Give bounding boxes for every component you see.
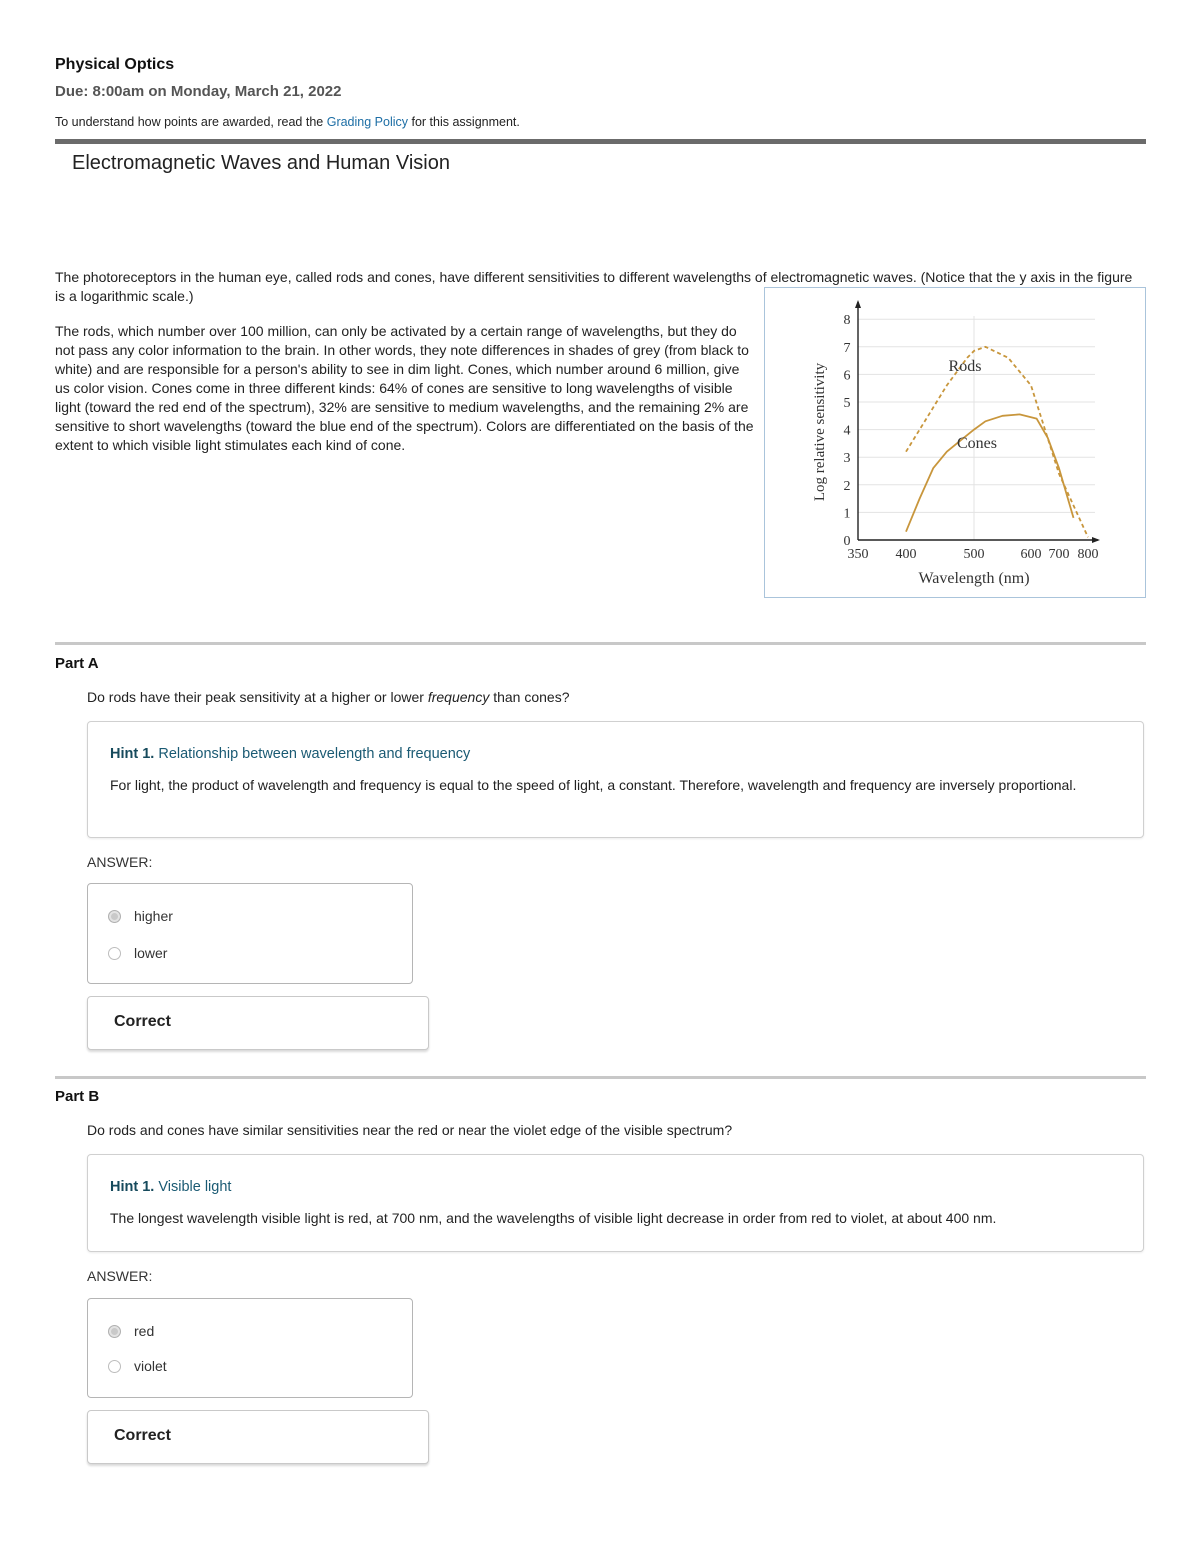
part-a-question-text-1: Do rods have their peak sensitivity at a higher or lower — [87, 689, 428, 705]
sensitivity-chart — [765, 288, 1145, 597]
radio-unselected[interactable] — [108, 1360, 121, 1373]
part-b-question: Do rods and cones have similar sensitivities near the red or near the violet edge of the visible spectrum? — [87, 1122, 733, 1138]
x-axis-label: Wavelength (nm) — [918, 570, 1030, 587]
problem-body: The rods, which number over 100 million, can only be activated by a certain range of wavelengths, but they do not pass any color information to the brain. In other words, they note differences in shades of grey (from black to white) and are responsible for a person's ability to see in dim light. Cones, which number around 6 million, give us color vision. Cones come in three different kinds: 64% of cones are sensitive to long wavelengths of visible light (toward the red end of the spectrum), 32% are sensitive to medium wavelengths, and the remaining 2% are sensitive to short wavelengths (toward the blue end of the spectrum). Colors are differentiated on the basis of the extent to which visible light stimulates each kind of cone. — [55, 323, 754, 453]
problem-title: Electromagnetic Waves and Human Vision — [72, 152, 450, 174]
part-a-label: Part A — [55, 655, 99, 672]
y-tick-label: 5 — [843, 396, 851, 411]
header-divider — [55, 139, 1146, 144]
part-b-label: Part B — [55, 1088, 100, 1105]
course-title: Physical Optics — [55, 56, 175, 73]
x-tick-label: 350 — [847, 547, 869, 562]
y-tick-label: 8 — [843, 313, 851, 329]
radio-selected[interactable] — [108, 1325, 121, 1338]
problem-intro: The photoreceptors in the human eye, called rods and cones, have different sensitivities to different wavelengths of electromagnetic waves. (Notice that the y axis in the figure is a logarithmic scale.) — [55, 269, 1133, 304]
y-axis-arrow — [855, 300, 861, 308]
part-a-hint-text: For light, the product of wavelength and frequency is equal to the speed of light, a constant. Therefore, wavelength and frequency are inversely proportional. — [110, 777, 1077, 793]
y-tick-label: 2 — [843, 478, 851, 494]
grading-policy-note — [55, 115, 520, 129]
part-a-hint-title-text: Relationship between wavelength and frequency — [158, 746, 471, 762]
part-b-hint[interactable] — [87, 1154, 1144, 1252]
part-a-choice-lower[interactable] — [108, 945, 167, 961]
part-b-choice-red[interactable] — [108, 1323, 154, 1339]
part-a-hint[interactable] — [87, 721, 1144, 838]
radio-selected[interactable] — [108, 910, 121, 923]
x-tick-label: 600 — [1020, 547, 1042, 562]
radio-unselected[interactable] — [108, 947, 121, 960]
rods-label: Rods — [948, 358, 982, 375]
part-b-answer-label: ANSWER: — [87, 1268, 153, 1284]
part-b-choice-label: violet — [134, 1358, 167, 1374]
part-b-hint-number: Hint 1. — [110, 1179, 155, 1195]
x-axis-arrow — [1092, 537, 1100, 543]
rods-curve — [906, 347, 1088, 537]
cones-label: Cones — [957, 435, 997, 452]
due-date: Due: 8:00am on Monday, March 21, 2022 — [55, 83, 342, 100]
y-tick-label: 4 — [843, 423, 851, 439]
part-a-hint-title[interactable] — [110, 746, 470, 762]
y-tick-label: 0 — [843, 534, 851, 549]
part-b-feedback-text: Correct — [114, 1427, 171, 1444]
policy-text-before: To understand how points are awarded, read the — [55, 115, 327, 129]
part-b-hint-text: The longest wavelength visible light is red, at 700 nm, and the wavelengths of visible light decrease in order from red to violet, at about 400 nm. — [110, 1210, 997, 1226]
part-a-question — [87, 689, 570, 705]
part-b-feedback — [87, 1410, 429, 1464]
x-tick-label: 700 — [1048, 547, 1070, 562]
part-a-choice-label: higher — [134, 908, 173, 924]
part-a-hint-number: Hint 1. — [110, 746, 155, 762]
y-tick-label: 7 — [843, 340, 851, 356]
part-a-question-em: frequency — [427, 689, 490, 705]
part-b-hint-title-text: Visible light — [158, 1179, 232, 1195]
part-b-choice-violet[interactable] — [108, 1358, 167, 1374]
part-b-hint-title[interactable] — [110, 1179, 231, 1195]
x-tick-label: 800 — [1077, 547, 1099, 562]
part-b-choices — [87, 1298, 413, 1398]
x-tick-label: 500 — [963, 547, 985, 562]
part-a-answer-label: ANSWER: — [87, 854, 153, 870]
y-tick-label: 1 — [843, 506, 851, 522]
part-b-divider — [55, 1076, 1146, 1079]
part-a-choice-higher[interactable] — [108, 908, 173, 924]
part-a-divider — [55, 642, 1146, 645]
part-a-feedback-text: Correct — [114, 1013, 171, 1030]
part-b-choice-label: red — [134, 1323, 155, 1339]
sensitivity-figure — [764, 287, 1146, 598]
grading-policy-link[interactable]: Grading Policy — [326, 115, 409, 129]
part-a-choices — [87, 883, 413, 984]
x-tick-label: 400 — [895, 547, 917, 562]
y-tick-label: 6 — [843, 368, 851, 384]
part-a-choice-label: lower — [134, 945, 168, 961]
part-a-question-text-2: than cones? — [489, 689, 570, 705]
y-tick-label: 3 — [843, 451, 851, 467]
cones-curve — [906, 414, 1074, 531]
part-a-feedback — [87, 996, 429, 1050]
policy-text-after: for this assignment. — [408, 115, 520, 129]
y-axis-label: Log relative sensitivity — [812, 362, 828, 502]
